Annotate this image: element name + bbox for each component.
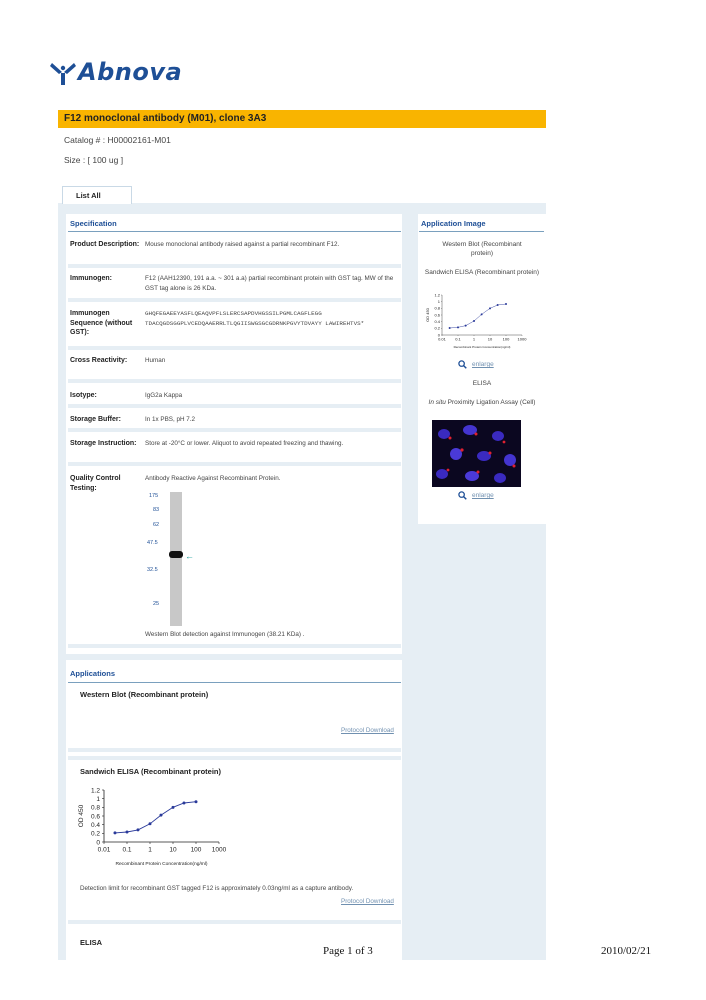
data-point <box>489 307 491 309</box>
x-tick-label: 1000 <box>517 336 527 342</box>
image-caption-sandwich-elisa[interactable]: Sandwich ELISA (Recombinant protein) <box>424 269 540 276</box>
x-tick-label: 1 <box>472 336 476 342</box>
page-number: Page 1 of 3 <box>323 945 373 957</box>
brand-name: Abnova <box>78 58 183 86</box>
tab-list-all[interactable] <box>62 186 132 204</box>
blot-lane <box>170 492 182 626</box>
magnifier-icon[interactable] <box>458 360 467 369</box>
product-title: F12 monoclonal antibody (M01), clone 3A3 <box>64 113 267 124</box>
blot-band <box>169 551 183 558</box>
x-tick-label: 1 <box>148 846 152 854</box>
enlarge-link[interactable]: enlarge <box>472 492 494 499</box>
y-tick-label: 1.2 <box>434 292 440 298</box>
row-separator <box>68 404 401 408</box>
y-tick-label: 1 <box>96 795 100 803</box>
western-blot-caption: Western Blot detection against Immunogen (38.21 KDa) . <box>145 631 305 638</box>
caption-italic: In situ <box>428 399 446 406</box>
label-immunogen-sequence: Immunogen Sequence (without GST): <box>70 310 133 336</box>
row-separator <box>68 379 401 383</box>
pla-cell-image[interactable] <box>432 420 521 487</box>
value-quality-control: Antibody Reactive Against Recombinant Protein. <box>145 475 281 482</box>
data-point <box>457 326 459 328</box>
elisa-chart-plot <box>78 787 226 867</box>
x-tick-label: 100 <box>502 336 510 342</box>
row-separator <box>68 748 401 752</box>
elisa-thumbnail-chart[interactable] <box>427 290 527 354</box>
protocol-download-link[interactable]: Protocol Download <box>341 727 394 734</box>
application-title-elisa: ELISA <box>80 938 103 947</box>
abnova-logo[interactable] <box>50 58 183 90</box>
value-product-description: Mouse monoclonal antibody raised against a partial recombinant F12. <box>145 241 340 248</box>
blot-marker: 175 <box>149 493 159 499</box>
y-tick-label: 0.6 <box>434 312 440 318</box>
blot-marker: 25 <box>153 601 160 607</box>
row-separator <box>68 462 401 466</box>
x-tick-label: 0.01 <box>97 846 111 854</box>
row-separator <box>68 644 401 648</box>
value-isotype: IgG2a Kappa <box>145 392 183 399</box>
data-point <box>505 303 507 305</box>
image-caption-western-blot[interactable]: Western Blot (Recombinant protein) <box>442 241 522 257</box>
row-separator <box>68 264 401 268</box>
row-separator <box>68 298 401 302</box>
value-storage-instruction: Store at -20°C or lower. Aliquot to avoid repeated freezing and thawing. <box>145 440 344 447</box>
blot-arrow-icon: ← <box>185 551 194 561</box>
label-storage-buffer: Storage Buffer: <box>70 416 121 423</box>
application-title-sandwich-elisa: Sandwich ELISA (Recombinant protein) <box>80 767 221 776</box>
data-point <box>126 831 129 834</box>
tab-label: List All <box>76 191 101 200</box>
x-tick-label: 100 <box>190 846 202 854</box>
data-point <box>449 327 451 329</box>
catalog-number: Catalog # : H00002161-M01 <box>64 135 171 145</box>
application-title-western-blot: Western Blot (Recombinant protein) <box>80 690 209 699</box>
data-point <box>159 814 162 817</box>
label-product-description: Product Description: <box>70 241 140 248</box>
x-tick-label: 0.01 <box>438 336 446 342</box>
label-quality-control: Quality Control Testing: <box>70 475 121 492</box>
data-point <box>149 822 152 825</box>
y-tick-label: 0.4 <box>434 319 440 325</box>
label-immunogen: Immunogen: <box>70 275 112 282</box>
product-size: Size : [ 100 ug ] <box>64 155 124 165</box>
divider <box>419 231 544 232</box>
divider <box>68 682 401 683</box>
x-axis-label: Recombinant Protein Concentration(ng/ml) <box>115 862 208 867</box>
y-tick-label: 0.8 <box>90 804 100 812</box>
x-tick-label: 1000 <box>211 846 227 854</box>
y-tick-label: 0 <box>437 332 440 338</box>
x-tick-label: 10 <box>169 846 177 854</box>
value-immunogen: F12 (AAH12390, 191 a.a. ~ 301 a.a) partial recombinant protein with GST tag. MW of the GST tag alone is 26 KDa. <box>145 275 394 292</box>
y-tick-label: 0.4 <box>90 821 100 829</box>
data-point <box>195 800 198 803</box>
y-tick-label: 0 <box>96 839 100 847</box>
row-separator <box>68 346 401 350</box>
x-axis-label: Recombinant Protein Concentration(ng/ml) <box>453 345 511 349</box>
data-point <box>136 828 139 831</box>
print-date: 2010/02/21 <box>601 945 652 957</box>
abnova-logo-mark-icon <box>50 60 76 86</box>
y-axis-label: OD 450 <box>78 804 86 828</box>
western-blot-image <box>145 490 211 628</box>
x-tick-label: 0.1 <box>122 846 132 854</box>
row-separator <box>68 920 401 924</box>
sandwich-elisa-caption: Detection limit for recombinant GST tagged F12 is approximately 0.03ng/ml as a capture antibody. <box>80 885 354 892</box>
data-point <box>465 325 467 327</box>
specification-heading: Specification <box>70 219 117 228</box>
application-image-heading: Application Image <box>421 219 486 228</box>
data-point <box>113 831 116 834</box>
y-tick-label: 0.8 <box>434 305 440 311</box>
blot-marker: 47.5 <box>147 540 158 546</box>
y-tick-label: 1 <box>437 299 440 305</box>
blot-marker: 83 <box>153 507 160 513</box>
magnifier-icon[interactable] <box>458 491 467 500</box>
data-point <box>497 304 499 306</box>
y-tick-label: 0.6 <box>90 813 100 821</box>
blot-marker: 62 <box>153 522 160 528</box>
data-point <box>473 320 475 322</box>
label-isotype: Isotype: <box>70 392 97 399</box>
y-axis-label: OD 450 <box>425 308 431 322</box>
value-immunogen-sequence: GHQFEGAEEYASFLQEAQVPFLSLERCSAPDVHGSSILPGMLCAGFLEGG TDACQGDSGGPLVCEDQAAERRLTLQGIISWGSGCGDRNKPGVYTDVAYY LAWIREHTVS* <box>145 310 365 327</box>
data-point <box>182 802 185 805</box>
image-caption-elisa[interactable]: ELISA <box>472 380 492 387</box>
value-cross-reactivity: Human <box>145 357 166 364</box>
x-tick-label: 10 <box>487 336 493 342</box>
image-caption-pla[interactable] <box>420 398 544 407</box>
data-point <box>481 313 483 315</box>
protocol-download-link[interactable]: Protocol Download <box>341 898 394 905</box>
row-separator <box>68 428 401 432</box>
value-storage-buffer: In 1x PBS, pH 7.2 <box>145 416 196 423</box>
x-tick-label: 0.1 <box>455 336 461 342</box>
y-tick-label: 0.2 <box>90 830 100 838</box>
series-line <box>115 802 196 833</box>
row-separator <box>68 756 401 760</box>
data-point <box>172 806 175 809</box>
enlarge-link[interactable]: enlarge <box>472 361 494 368</box>
label-cross-reactivity: Cross Reactivity: <box>70 357 128 364</box>
label-storage-instruction: Storage Instruction: <box>70 440 137 447</box>
blot-marker: 32.5 <box>147 567 158 573</box>
applications-heading: Applications <box>70 669 116 678</box>
y-tick-label: 0.2 <box>434 325 440 331</box>
product-title-bar <box>58 110 546 128</box>
elisa-chart <box>78 782 228 880</box>
divider <box>68 231 401 232</box>
y-tick-label: 1.2 <box>90 787 100 795</box>
caption-rest: Proximity Ligation Assay (Cell) <box>445 399 536 406</box>
